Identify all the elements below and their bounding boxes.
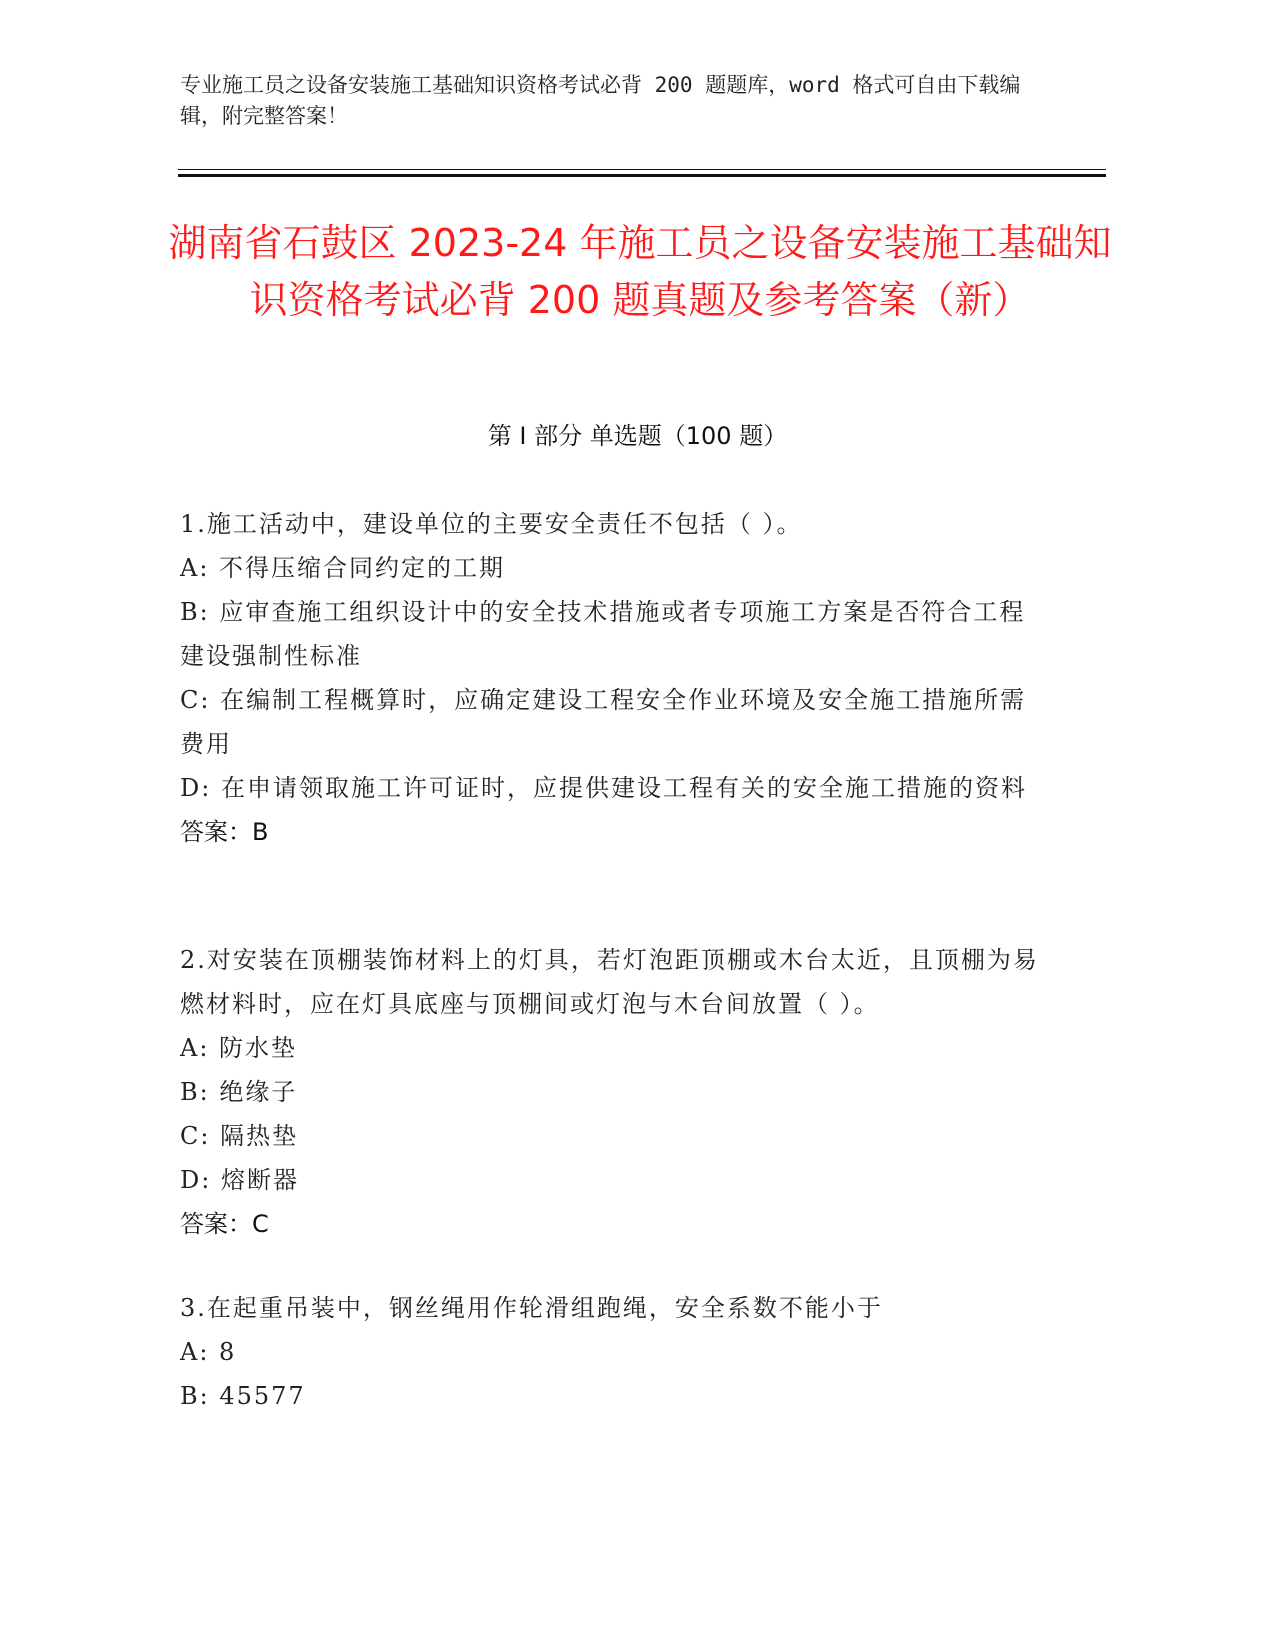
divider-thin — [178, 169, 1106, 170]
option-d: D: 在申请领取施工许可证时，应提供建设工程有关的安全施工措施的资料 — [180, 774, 1027, 802]
option-c: C: 隔热垫 — [180, 1122, 299, 1150]
answer: 答案：C — [180, 1210, 269, 1238]
question-text: 1.施工活动中，建设单位的主要安全责任不包括（ ）。 — [180, 510, 803, 538]
option-b: B: 45577 — [180, 1382, 306, 1410]
option-a: A: 8 — [180, 1338, 237, 1366]
option-c: C: 在编制工程概算时，应确定建设工程安全作业环境及安全施工措施所需费用 — [180, 686, 1027, 758]
question-text: 2.对安装在顶棚装饰材料上的灯具，若灯泡距顶棚或木台太近，且顶棚为易燃材料时，应在灯具底座与顶棚间或灯泡与木台间放置（ ）。 — [180, 946, 1039, 1018]
question-1 — [180, 502, 1040, 854]
option-b: B: 应审查施工组织设计中的安全技术措施或者专项施工方案是否符合工程建设强制性标准 — [180, 598, 1026, 670]
document-title: 湖南省石鼓区 2023-24 年施工员之设备安装施工基础知识资格考试必背 200 题真题及参考答案（新） — [168, 221, 1112, 322]
question-3 — [180, 1286, 1040, 1418]
divider-thick — [178, 174, 1106, 177]
question-text: 3.在起重吊装中，钢丝绳用作轮滑组跑绳，安全系数不能小于 — [180, 1294, 883, 1322]
section-heading: 第 I 部分 单选题（100 题） — [487, 422, 788, 450]
option-d: D: 熔断器 — [180, 1166, 299, 1194]
question-2 — [180, 938, 1040, 1246]
option-a: A: 防水垫 — [180, 1034, 298, 1062]
option-a: A: 不得压缩合同约定的工期 — [180, 554, 506, 582]
answer: 答案：B — [180, 818, 269, 846]
option-b: B: 绝缘子 — [180, 1078, 298, 1106]
header-note: 专业施工员之设备安装施工基础知识资格考试必背 200 题题库，word 格式可自由下载编辑，附完整答案！ — [180, 73, 1021, 128]
